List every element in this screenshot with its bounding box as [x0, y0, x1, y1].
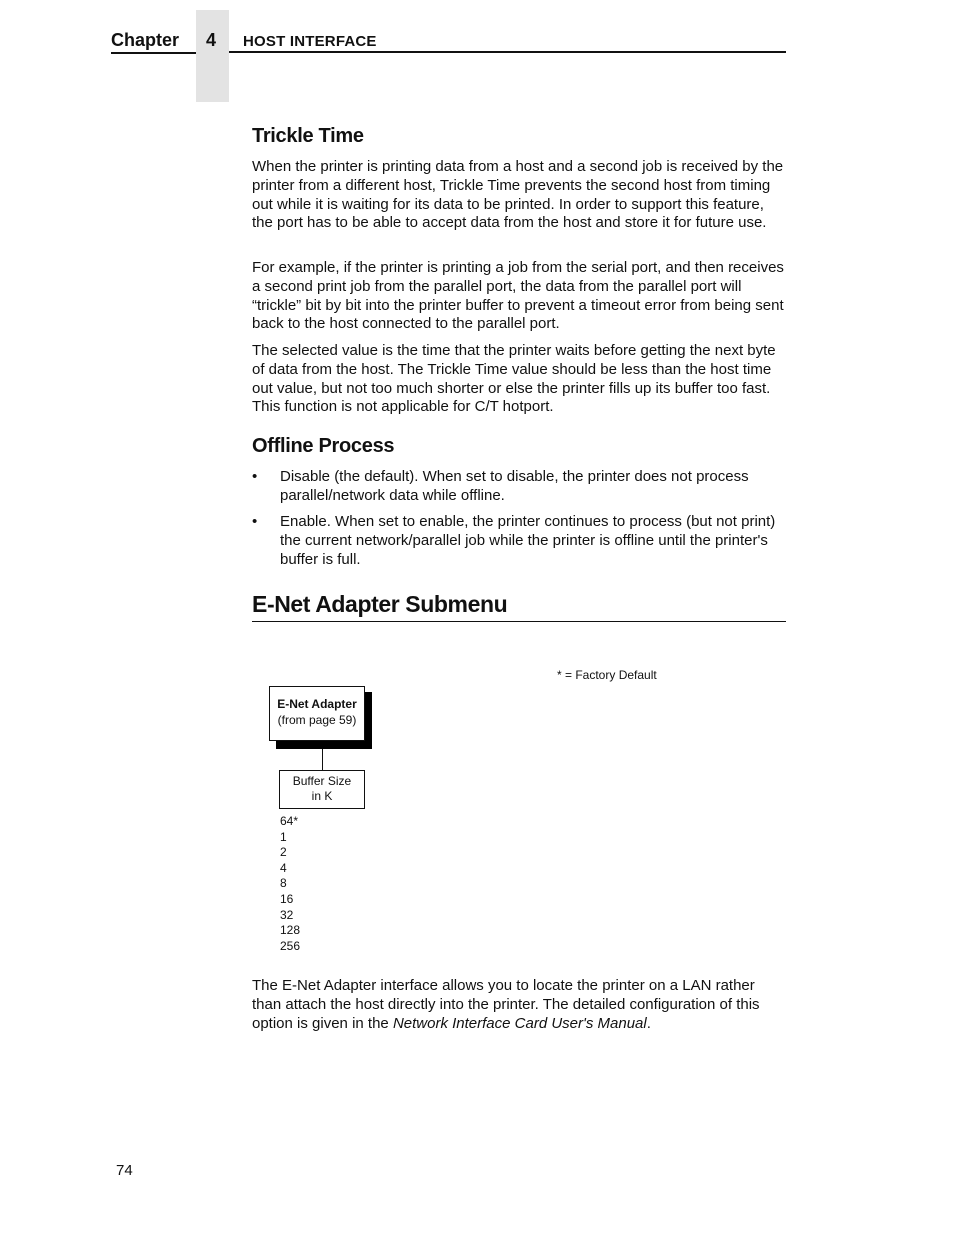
trickle-time-paragraph-3: The selected value is the time that the printer waits before getting the next byte of data from the host. The Trickle Time value should be less than the host time out value, but not too much shorter or else the printer fills up its buffer too fast. This function is not applicable for C/T hotport.	[252, 342, 776, 416]
chapter-tab	[196, 10, 229, 102]
chapter-label: Chapter	[111, 30, 180, 50]
menu-box-title: E-Net Adapter	[277, 697, 357, 711]
factory-default-note: * = Factory Default	[557, 668, 657, 682]
enet-description-end: .	[646, 1014, 651, 1032]
enet-menu-box	[269, 686, 365, 741]
manual-title: Network Interface Card User's Manual	[392, 1014, 647, 1032]
page-number: 74	[116, 1162, 133, 1179]
buffer-option: 64*	[280, 814, 299, 828]
enet-description-text: The E-Net Adapter interface allows you to locate the printer on a LAN rather than attach the host directly into the printer. The detailed configuration of this option is given in the	[252, 977, 760, 1032]
offline-process-heading: Offline Process	[252, 435, 395, 457]
bullet-glyph: •	[252, 468, 258, 485]
buffer-size-box	[279, 770, 365, 809]
buffer-size-label-line2: in K	[311, 789, 333, 803]
trickle-time-heading: Trickle Time	[252, 125, 364, 147]
buffer-option: 4	[280, 860, 287, 875]
trickle-time-paragraph-2: For example, if the printer is printing a job from the serial port, and then receives a second print job from the parallel port, the data from the parallel port will “trickle” bit by bit into the printer buffer to prevent a timeout error from being sent back to the host connected to the parallel port.	[252, 259, 784, 333]
buffer-option: 8	[280, 876, 287, 891]
trickle-time-paragraph-1: When the printer is printing data from a host and a second job is received by the printer from a different host, Trickle Time prevents the second host from timing out while it is waiting for its data to be printed. In order to support this feature, the port has to be able to accept data from the host and store it for future use.	[252, 158, 784, 232]
header-section-title: HOST INTERFACE	[243, 33, 377, 50]
menu-connector-line	[322, 749, 323, 770]
menu-box-subtitle: (from page 59)	[277, 713, 357, 727]
bullet-text: Disable (the default). When set to disable, the printer does not process parallel/network data while offline.	[280, 468, 749, 504]
buffer-option: 2	[280, 845, 287, 860]
enet-heading: E-Net Adapter Submenu	[252, 591, 508, 617]
buffer-option: 1	[280, 829, 287, 844]
buffer-option: 256	[280, 938, 301, 953]
enet-description	[252, 977, 786, 1033]
buffer-option: 16	[280, 891, 294, 906]
buffer-option: 128	[280, 923, 301, 938]
header-rule-left	[111, 52, 196, 54]
bullet-text: Enable. When set to enable, the printer continues to process (but not print) the current network/parallel job while the printer is offline until the printer's buffer is full.	[280, 513, 776, 568]
header-rule-right	[229, 51, 786, 53]
buffer-option: 32	[280, 907, 294, 922]
chapter-number: 4	[205, 30, 216, 50]
buffer-size-label-line1: Buffer Size	[292, 774, 352, 788]
enet-heading-rule	[252, 621, 786, 622]
buffer-size-options	[280, 814, 300, 954]
bullet-glyph: •	[252, 513, 258, 530]
